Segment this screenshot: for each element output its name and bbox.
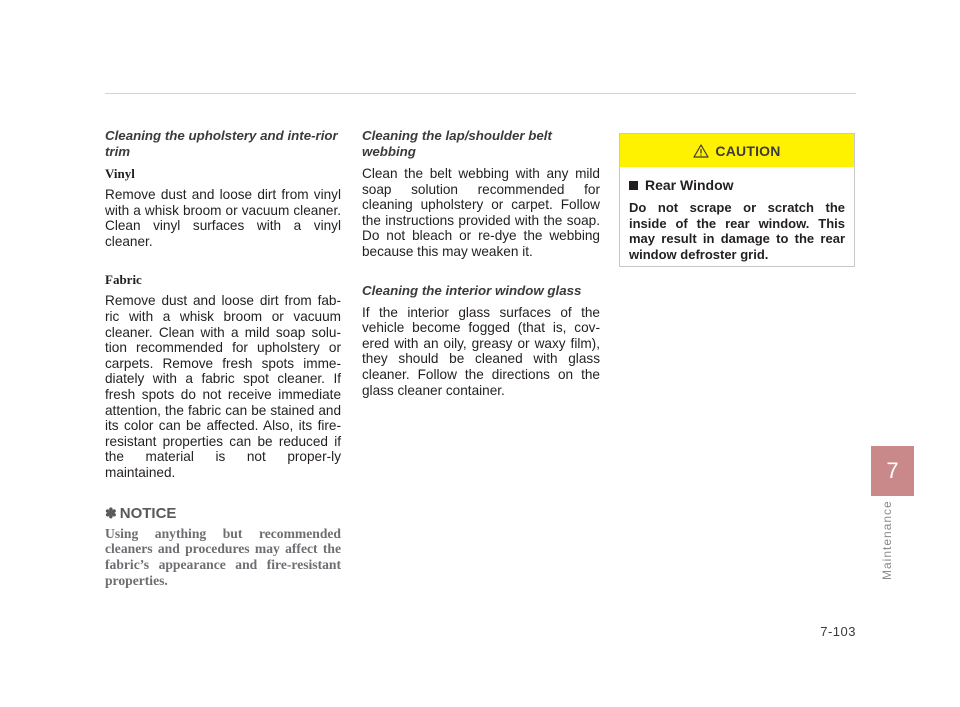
caution-header [620,134,854,167]
fabric-paragraph: Remove dust and loose dirt from fab-ric with a whisk broom or vacuum cleaner. Clean with a mild soap solu-tion recommended for upholstery or carpets. Remove fresh spots imme-diately with a fabric spot cleaner. If fresh spots do not receive immediate attention, the fabric can be stained and its color can be affected. Also, its fire-resistant properties can be reduced if the material is not proper-ly maintained. [105,293,341,480]
notice-label: NOTICE [119,504,177,522]
rear-window-title: Rear Window [645,177,734,193]
notice-paragraph: Using anything but recommended cleaners and procedures may affect the fabric’s appearance and fire-resistant properties. [105,525,341,588]
square-bullet-icon [629,181,638,190]
fabric-subheading: Fabric [105,272,142,288]
upholstery-heading: Cleaning the upholstery and inte-rior trim [105,128,338,159]
belt-webbing-heading: Cleaning the lap/shoulder belt webbing [362,128,552,159]
notice-star-icon: ✽ [105,504,117,521]
vinyl-paragraph: Remove dust and loose dirt from vinyl with a whisk broom or vacuum cleaner. Clean vinyl surfaces with a vinyl cleaner. [105,187,341,249]
left-column [105,128,341,589]
caution-subheading [629,177,845,194]
chapter-number: 7 [886,458,899,483]
page-number: 7-103 [820,624,856,639]
vinyl-subheading: Vinyl [105,166,135,181]
caution-paragraph: Do not scrape or scratch the inside of the rear window. This may result in damage to the rear window defroster grid. [629,200,845,262]
belt-webbing-paragraph: Clean the belt webbing with any mild soap solution recommended for cleaning upholstery or carpet. Follow the instructions provided with the soap. Do not bleach or re-dye the webbing because this may weaken it. [362,166,600,259]
middle-column [362,128,600,398]
chapter-tab [871,446,914,496]
caution-label: CAUTION [715,142,781,159]
chapter-title: Maintenance [880,500,894,580]
caution-box [619,133,855,267]
notice-title [105,504,341,523]
window-glass-heading: Cleaning the interior window glass [362,282,582,298]
warning-triangle-icon [693,144,709,158]
window-glass-paragraph: If the interior glass surfaces of the vehicle become fogged (that is, cov-ered with an oily, greasy or waxy film), they should be cleaned with glass cleaner. Follow the directions on the glass cleaner container. [362,304,600,398]
top-divider [105,93,856,94]
